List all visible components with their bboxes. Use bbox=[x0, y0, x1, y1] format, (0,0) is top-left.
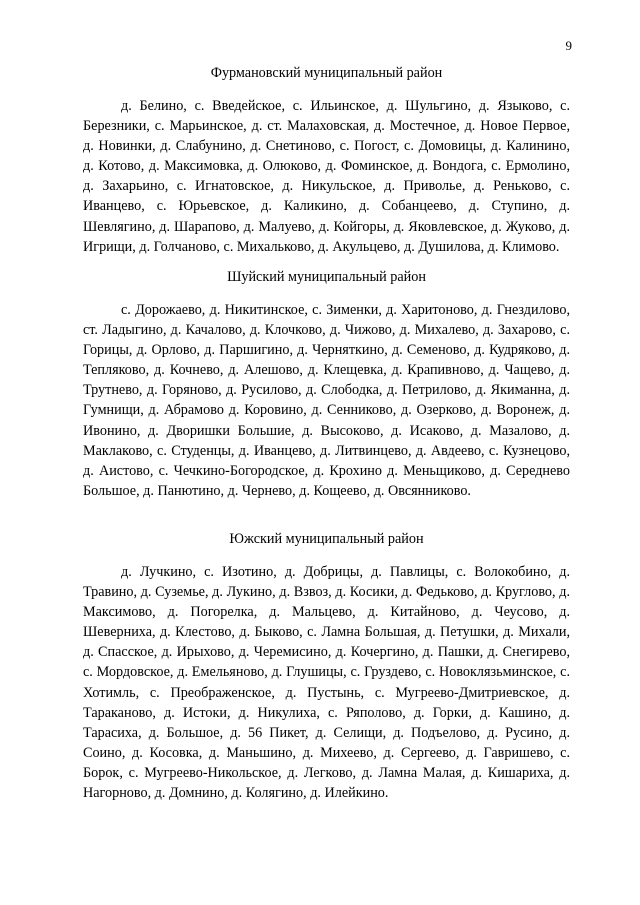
section-shuisky bbox=[83, 267, 570, 501]
section-title: Южский муниципальный район bbox=[229, 531, 424, 547]
page-number: 9 bbox=[565, 38, 572, 53]
section-body: с. Дорожаево, д. Никитинское, с. Зименки, д. Харитоново, д. Гнездилово, ст. Ладыгино, д. Качалово, д. Клочково, д. Чижово, д. Михалево, д. Захарово, с. Горицы, д. Орлово, д. Паршигино, д. Черняткино, д. Семеново, д. Кудряково, д. Тепляково, д. Кочнево, д. Алешово, д. Клещевка, д. Крапивново, д. Чащево, д. Трутнево, д. Горяново, д. Русилово, д. Слободка, д. Петрилово, д. Якиманна, д. Гумнищи, д. Абрамово д. Коровино, д. Сенниково, д. Озерково, д. Воронеж, д. Ивонино, д. Дворишки Большие, д. Высоково, д. Исаково, д. Мазалово, д. Маклаково, с. Студенцы, д. Иванцево, д. Литвинцево, д. Авдеево, с. Кузнецово, д. Аистово, с. Чечкино-Богородское, д. Крохино д. Меньщиково, д. Середнево Большое, д. Панютино, д. Чернево, д. Кощеево, д. Овсянниково. bbox=[83, 302, 570, 499]
section-body: д. Белино, с. Введейское, с. Ильинское, д. Шульгино, д. Языково, с. Березники, с. Марьинское, д. ст. Малаховская, д. Мостечное, д. Новое Первое, д. Новинки, д. Слабунино, д. Снетиново, с. Погост, с. Домовицы, д. Калинино, д. Котово, д. Максимовка, д. Олюково, д. Фоминское, д. Вондога, с. Ермолино, д. Захарьино, с. Игнатовское, д. Никульское, д. Приволье, д. Реньково, с. Иванцево, с. Юрьевское, д. Каликино, д. Собанцеево, д. Ступино, д. Шевлягино, д. Шарапово, д. Малуево, д. Койгоры, д. Яковлевское, д. Жуково, д. Игрищи, д. Голчаново, с. Михальково, д. Акульцево, д. Душилова, д. Климово. bbox=[83, 98, 570, 255]
section-body: д. Лучкино, с. Изотино, д. Добрицы, д. Павлицы, с. Волокобино, д. Травино, д. Суземье, д. Лукино, д. Взвоз, д. Косики, д. Федьково, д. Круглово, д. Максимово, д. Погорелка, д. Мальцево, д. Китайново, д. Чеусово, д. Шеверниха, д. Клестово, д. Быково, с. Ламна Большая, д. Петушки, д. Михали, д. Спасское, д. Ирыхово, д. Черемисино, д. Кочергино, д. Пашки, д. Снегирево, с. Мордовское, д. Емельяново, д. Глушицы, с. Груздево, с. Новоклязьминское, с. Хотимль, с. Преображенское, д. Пустынь, с. Мугреево-Дмитриевское, д. Тараканово, д. Истоки, д. Никулиха, с. Ряполово, д. Горки, д. Кашино, д. Тарасиха, д. Большое, д. 56 Пикет, д. Селищи, д. Подъелово, д. Русино, д. Соино, д. Косовка, д. Маньшино, д. Михеево, д. Сергеево, д. Гавришево, с. Борок, с. Мугреево-Никольское, д. Легково, д. Ламна Малая, д. Кишариха, д. Нагорново, д. Домнино, д. Колягино, д. Илейкино. bbox=[83, 564, 570, 802]
section-yuzhsky bbox=[83, 529, 570, 803]
section-furmanovsky bbox=[83, 63, 570, 257]
section-title: Фурмановский муниципальный район bbox=[210, 65, 443, 81]
section-title: Шуйский муниципальный район bbox=[227, 269, 426, 285]
